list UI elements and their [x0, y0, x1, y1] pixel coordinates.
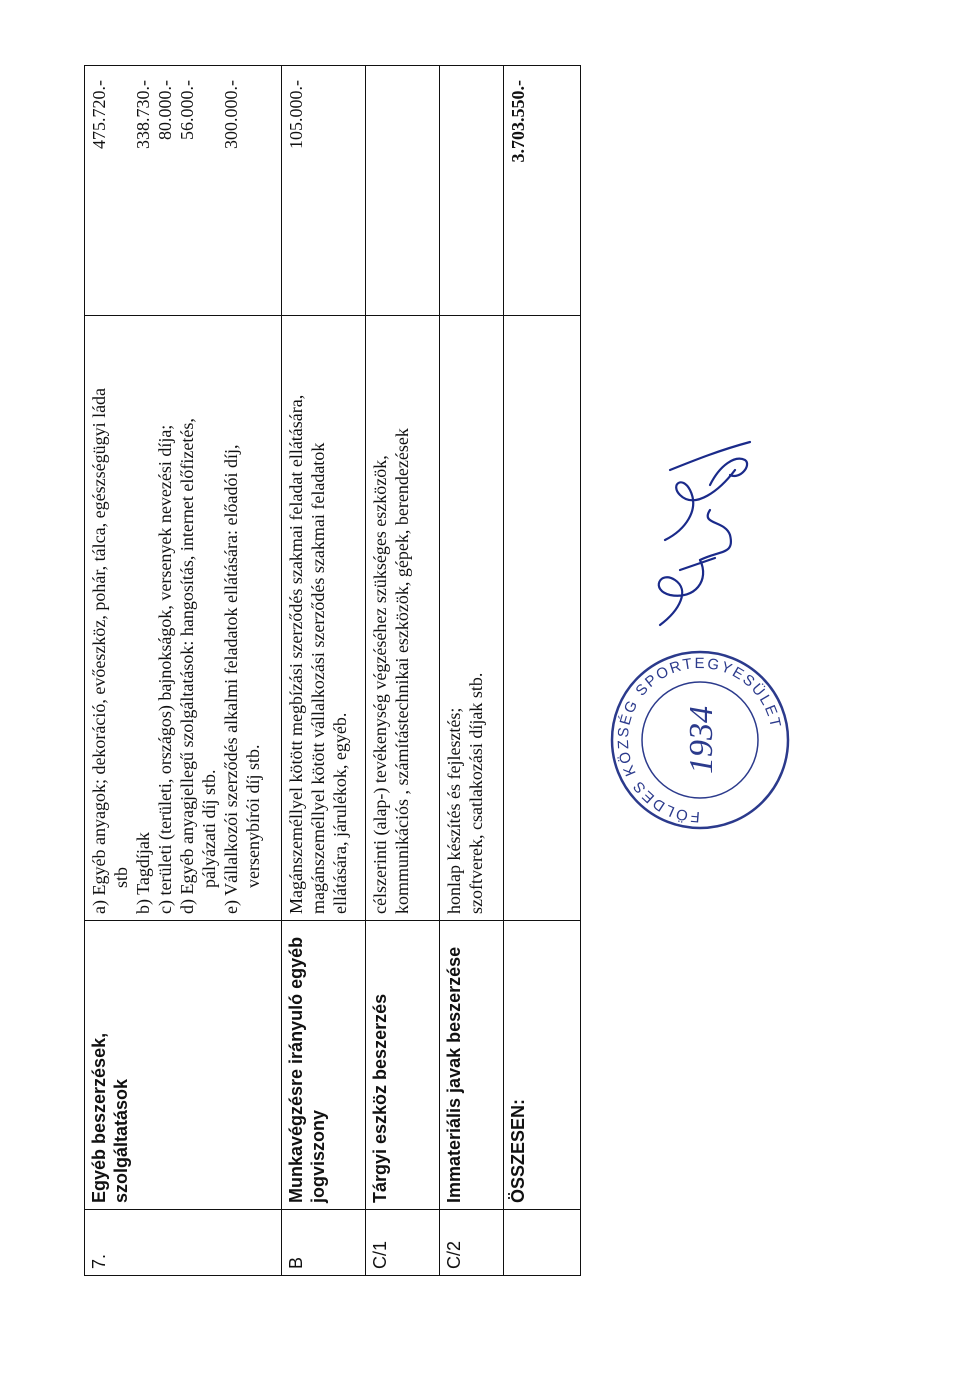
amount-d: 56.000.-	[177, 80, 197, 140]
item-c: c) területi (területi, országos) bajnokságok, versenyek nevezési díja;	[155, 424, 175, 914]
row-title: Munkavégzésre irányuló egyéb jogviszony	[282, 921, 366, 1210]
amount-b: 338.730.-	[133, 80, 153, 149]
row-code: C/1	[366, 1210, 440, 1276]
row-description	[366, 316, 440, 921]
row-amounts	[85, 66, 282, 316]
table-row-7	[85, 66, 282, 1276]
item-a-cont: stb	[111, 866, 131, 888]
budget-table	[84, 65, 581, 1276]
row-amount: 105.000.-	[282, 66, 366, 316]
row-code: B	[282, 1210, 366, 1276]
desc-line: ellátására, járulékok, egyéb.	[330, 712, 350, 914]
total-amount: 3.703.550.-	[504, 66, 581, 316]
row-title: Tárgyi eszköz beszerzés	[366, 921, 440, 1210]
item-a: a) Egyéb anyagok; dekoráció, evőeszköz, pohár, tálca, egészségügyi láda	[89, 387, 109, 914]
item-b: b) Tagdíjak	[133, 832, 153, 914]
row-description-empty	[504, 316, 581, 921]
desc-line: célszerinti (alap-) tevékenység végzéséhez szükséges eszközök,	[370, 455, 390, 914]
desc-line: Magánszeméllyel kötött megbízási szerződés szakmai feladat ellátására,	[286, 394, 306, 914]
row-code-empty	[504, 1210, 581, 1276]
item-d: d) Egyéb anyagjellegű szolgáltatások: hangosítás, internet előfizetés,	[177, 418, 197, 914]
row-description	[440, 316, 504, 921]
table-row-c2	[440, 66, 504, 1276]
stamp-year: 1934	[683, 706, 720, 774]
organization-stamp	[600, 640, 800, 840]
row-title: Immateriális javak beszerzése	[440, 921, 504, 1210]
desc-line: kommunikációs , számítástechnikai eszközök, gépek, berendezések	[392, 428, 412, 914]
row-title: Egyéb beszerzések, szolgáltatások	[85, 921, 282, 1210]
item-e-cont: versenybírói díj stb.	[243, 744, 263, 888]
handwritten-signature	[640, 430, 760, 640]
stamp-ring-text: FÖLDES KÖZSÉG SPORTEGYESÜLET	[614, 654, 785, 826]
total-label: ÖSSZESEN:	[504, 921, 581, 1210]
amount-c: 80.000.-	[155, 80, 175, 140]
row-description	[282, 316, 366, 921]
table-row-total	[504, 66, 581, 1276]
row-description	[85, 316, 282, 921]
row-code: C/2	[440, 1210, 504, 1276]
desc-line: honlap készítés és fejlesztés;	[444, 707, 464, 914]
desc-line: szoftverek, csatlakozási díjak stb.	[466, 672, 486, 914]
row-code: 7.	[85, 1210, 282, 1276]
table-row-c1	[366, 66, 440, 1276]
row-amount	[366, 66, 440, 316]
rotated-budget-page	[84, 66, 580, 1276]
amount-a: 475.720.-	[89, 80, 109, 149]
desc-line: magánszeméllyel kötött vállalkozási szerződés szakmai feladatok	[308, 442, 328, 914]
table-row-b	[282, 66, 366, 1276]
item-d-cont: pályázati díj stb.	[199, 769, 219, 888]
item-e: e) Vállalkozói szerződés alkalmi feladatok ellátására: előadói díj,	[221, 444, 241, 914]
row-amount	[440, 66, 504, 316]
amount-e: 300.000.-	[221, 80, 241, 149]
